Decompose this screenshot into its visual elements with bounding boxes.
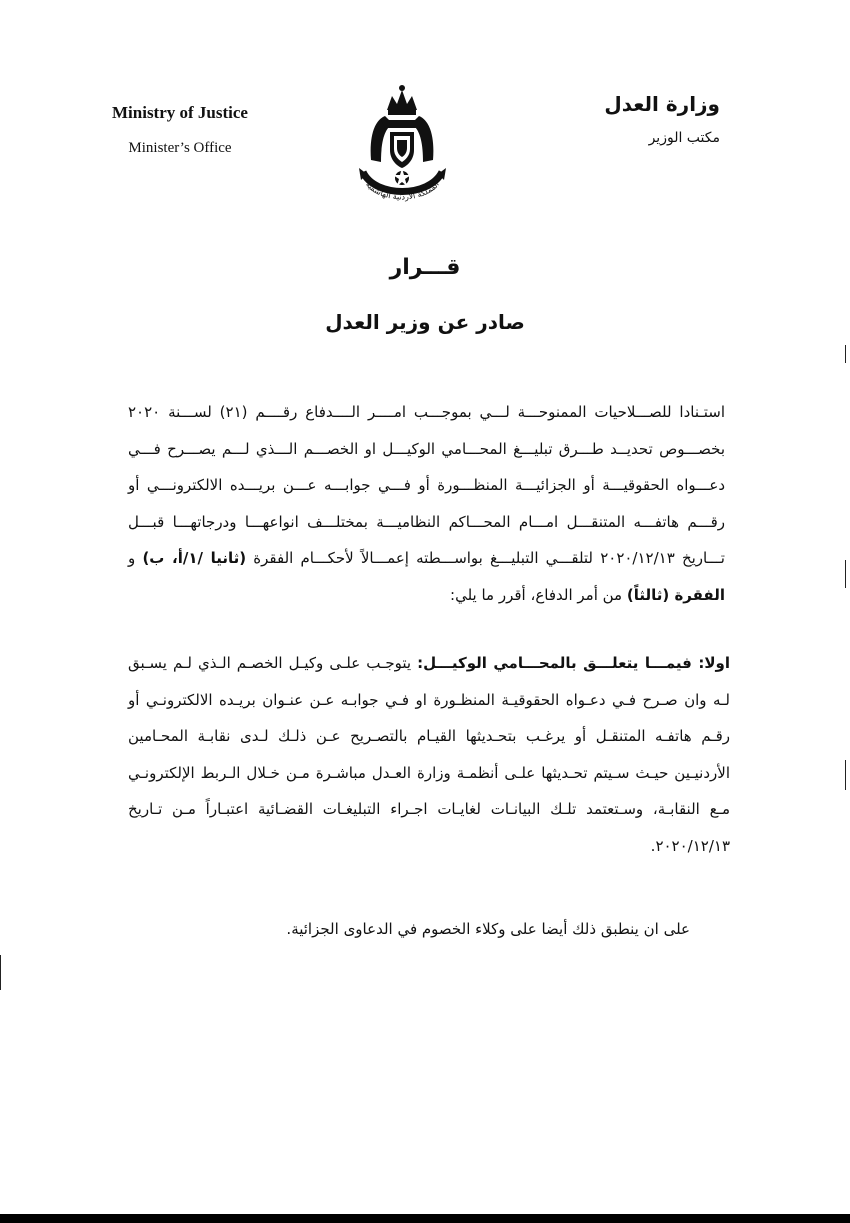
- first-decision-lead: اولا: فيمـــا يتعلـــق بالمحـــامي الوكيـــل:: [417, 654, 730, 672]
- jordan-coat-of-arms-icon: [345, 80, 460, 215]
- arabic-office-name: مكتب الوزير: [648, 130, 720, 146]
- scan-bottom-border: [0, 1214, 850, 1223]
- preamble-ending: من أمر الدفاع، أقرر ما يلي:: [450, 585, 627, 604]
- closing-paragraph: على ان ينطبق ذلك أيضا على وكلاء الخصوم في الدعاوى الجزائية.: [286, 920, 690, 938]
- scan-edge-mark: [0, 955, 1, 990]
- english-ministry-name: Ministry of Justice: [112, 103, 248, 122]
- emblem-ribbon-text: المملكة الأردنية الهاشمية: [363, 179, 441, 202]
- first-decision-paragraph: [128, 645, 730, 864]
- preamble-text: استـنادا للصـــلاحيات الممنوحـــة لـــي بموجـــب امــــر الــــدفاع رقــــم (٢١) لســـنة ٢٠٢٠ بخصـــوص تحديــد طـــرق تبليـــغ المحـــامي الوكيـــل او الخصـــم الـــذي لـــم يصـــرح فـــي دعـــواه الحقوقيـــة أو الجزائيـــة المنظـــورة أو فـــي جوابـــه عـــن بريـــده الالكترونـــي أو رقـــم هاتفـــه المتنقـــل امـــام المحـــاكم النظاميـــة بمختلـــف انواعهـــا ودرجاتهـــا قبـــل تـــاريخ ٢٠٢٠/١٢/١٣ لتلقـــي التبليـــغ بواســـطته إعمـــالاً لأحكـــام الفقرة: [128, 403, 726, 567]
- english-office-name: Minister’s Office: [128, 140, 232, 156]
- decision-title: قـــرار: [389, 255, 461, 280]
- scan-edge-mark: [845, 345, 846, 363]
- preamble-connector: و: [128, 549, 143, 567]
- issuer-subtitle: صادر عن وزير العدل: [325, 310, 525, 334]
- preamble-paragraph: [128, 394, 725, 613]
- scan-edge-mark: [845, 760, 846, 790]
- scan-edge-mark: [845, 560, 846, 588]
- preamble-clause-ref-2: الفقرة (ثالثاً): [626, 585, 725, 604]
- first-decision-text: يتوجـب علـى وكيـل الخصـم الـذي لـم يسـبق لـه وان صـرح فـي دعـواه الحقوقيـة المنظـورة او فـي جوابـه عـن عنـوان بريـده الالكترونـي أو رقـم هاتفـه المتنقـل أو يرغـب بتحـديثها القيـام بالتصـريح عـن ذلـك لـدى نقابـة المحـامين الأردنيـين حيـث سـيتم تحـديثها علـى أنظمـة وزارة العـدل مباشـرة مـن خـلال الـربط الإلكترونـي مـع النقابـة، وسـتعتمد تلـك البيانـات لغايـات اجـراء التبليغـات القضـائية اعتبـاراً مـن تـاريخ ٢٠٢٠/١٢/١٣.: [128, 654, 730, 855]
- arabic-ministry-name: وزارة العدل: [604, 92, 720, 116]
- preamble-clause-ref-1: (ثانيا /١/أ، ب): [142, 549, 247, 567]
